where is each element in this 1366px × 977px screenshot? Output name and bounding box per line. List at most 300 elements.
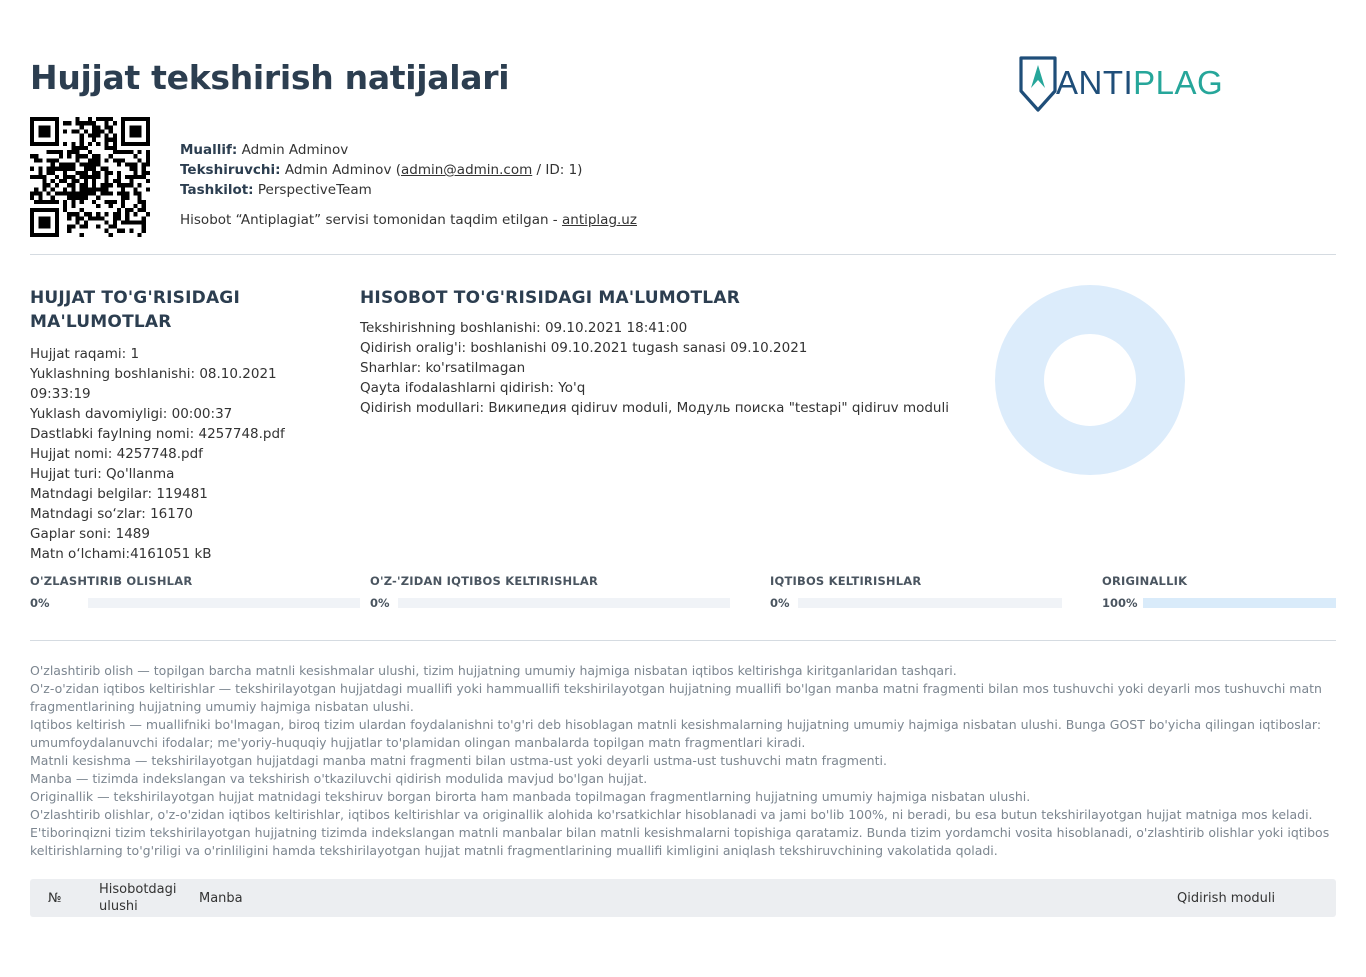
qr-module: [96, 163, 100, 167]
antiplag-logo[interactable]: [1018, 55, 1224, 113]
qr-module: [96, 158, 100, 162]
qr-module: [129, 220, 133, 224]
qr-module: [125, 212, 129, 216]
qr-module: [146, 121, 150, 125]
qr-module: [67, 229, 71, 233]
qr-module: [71, 163, 75, 167]
qr-module: [38, 142, 42, 146]
qr-module: [88, 142, 92, 146]
qr-module: [55, 183, 59, 187]
qr-module: [38, 200, 42, 204]
qr-module: [113, 179, 117, 183]
qr-module: [100, 117, 104, 121]
qr-module: [63, 200, 67, 204]
qr-module: [121, 204, 125, 208]
qr-module: [63, 167, 67, 171]
report-info-line: Sharhlar: ko'rsatilmagan: [360, 360, 526, 376]
metric-row: [30, 596, 360, 610]
qr-module: [55, 121, 59, 125]
qr-module: [121, 121, 125, 125]
qr-module: [138, 233, 142, 237]
reviewer-id: / ID: 1): [532, 162, 583, 178]
qr-module: [84, 163, 88, 167]
reviewer-email-link[interactable]: admin@admin.com: [401, 162, 533, 178]
qr-module: [67, 212, 71, 216]
qr-module: [92, 134, 96, 138]
qr-module: [42, 142, 46, 146]
qr-code: [30, 117, 150, 237]
qr-module: [104, 200, 108, 204]
qr-module: [30, 225, 34, 229]
qr-module: [38, 191, 42, 195]
metric-item: [370, 574, 730, 610]
qr-module: [129, 229, 133, 233]
qr-module: [84, 187, 88, 191]
qr-module: [109, 129, 113, 133]
qr-module: [38, 129, 42, 133]
qr-module: [76, 171, 80, 175]
qr-module: [109, 138, 113, 142]
qr-module: [42, 183, 46, 187]
metric-item: [770, 574, 1062, 610]
antiplag-link[interactable]: antiplag.uz: [561, 212, 637, 228]
qr-module: [59, 150, 63, 154]
qr-module: [88, 175, 92, 179]
qr-module: [30, 196, 34, 200]
qr-module: [38, 208, 42, 212]
qr-module: [76, 191, 80, 195]
qr-module: [71, 129, 75, 133]
qr-module: [96, 225, 100, 229]
document-info-line: Yuklash davomiyligi: 00:00:37: [30, 406, 233, 422]
report-info-line: Tekshirishning boshlanishi: 09.10.2021 18:41:00: [360, 320, 688, 336]
qr-module: [129, 142, 133, 146]
qr-module: [71, 187, 75, 191]
qr-module: [142, 117, 146, 121]
report-info-line: Qidirish oralig'i: boshlanishi 09.10.2021 tugash sanasi 09.10.2021: [360, 340, 808, 356]
qr-module: [133, 134, 137, 138]
qr-module: [30, 134, 34, 138]
qr-module: [80, 154, 84, 158]
qr-module: [42, 233, 46, 237]
qr-module: [109, 117, 113, 121]
qr-module: [84, 225, 88, 229]
column-header-share-line2: ulushi: [99, 899, 138, 914]
qr-module: [51, 171, 55, 175]
qr-module: [71, 225, 75, 229]
qr-module: [76, 154, 80, 158]
qr-module: [84, 183, 88, 187]
qr-module: [47, 125, 51, 129]
qr-module: [121, 129, 125, 133]
qr-module: [59, 191, 63, 195]
reviewer-line: [180, 160, 637, 180]
qr-module: [104, 146, 108, 150]
metric-row: [1102, 596, 1336, 610]
author-label: Muallif:: [180, 142, 238, 158]
qr-module: [117, 212, 121, 216]
qr-module: [133, 212, 137, 216]
qr-module: [100, 129, 104, 133]
qr-module: [121, 134, 125, 138]
qr-module: [30, 154, 34, 158]
qr-module: [80, 134, 84, 138]
qr-module: [117, 163, 121, 167]
qr-module: [129, 134, 133, 138]
qr-module: [63, 191, 67, 195]
qr-module: [30, 191, 34, 195]
qr-module: [63, 179, 67, 183]
column-header-share: [99, 881, 177, 915]
qr-module: [88, 163, 92, 167]
qr-module: [121, 183, 125, 187]
qr-module: [38, 233, 42, 237]
qr-module: [55, 212, 59, 216]
qr-module: [71, 183, 75, 187]
qr-module: [80, 142, 84, 146]
qr-module: [47, 142, 51, 146]
qr-module: [121, 196, 125, 200]
qr-module: [142, 208, 146, 212]
qr-module: [42, 220, 46, 224]
qr-module: [38, 225, 42, 229]
qr-module: [138, 183, 142, 187]
qr-module: [125, 191, 129, 195]
qr-module: [142, 220, 146, 224]
document-info-line: Hujjat nomi: 4257748.pdf: [30, 446, 203, 462]
qr-module: [142, 175, 146, 179]
qr-module: [30, 142, 34, 146]
qr-module: [92, 171, 96, 175]
qr-module: [96, 117, 100, 121]
qr-module: [121, 187, 125, 191]
qr-module: [117, 179, 121, 183]
qr-module: [47, 208, 51, 212]
qr-module: [88, 187, 92, 191]
report-note: [180, 210, 637, 230]
qr-module: [47, 171, 51, 175]
qr-module: [71, 191, 75, 195]
qr-module: [55, 200, 59, 204]
document-info-line: Matndagi so‘zlar: 16170: [30, 506, 194, 522]
qr-module: [129, 175, 133, 179]
qr-module: [34, 233, 38, 237]
divider: [30, 254, 1336, 255]
qr-module: [76, 129, 80, 133]
qr-module: [55, 129, 59, 133]
qr-module: [125, 183, 129, 187]
qr-module: [30, 233, 34, 237]
qr-module: [92, 163, 96, 167]
donut-ring: [1020, 310, 1161, 451]
qr-module: [55, 117, 59, 121]
qr-module: [55, 134, 59, 138]
qr-module: [55, 191, 59, 195]
qr-module: [92, 187, 96, 191]
qr-module: [146, 154, 150, 158]
qr-module: [133, 167, 137, 171]
qr-module: [133, 171, 137, 175]
qr-module: [142, 216, 146, 220]
qr-module: [76, 220, 80, 224]
qr-module: [76, 117, 80, 121]
qr-module: [42, 225, 46, 229]
qr-module: [92, 183, 96, 187]
qr-module: [42, 208, 46, 212]
qr-module: [109, 154, 113, 158]
metric-label: O'ZLASHTIRIB OLISHLAR: [30, 574, 193, 588]
qr-module: [113, 138, 117, 142]
qr-module: [104, 142, 108, 146]
qr-module: [67, 191, 71, 195]
qr-module: [47, 191, 51, 195]
qr-module: [104, 117, 108, 121]
qr-module: [38, 158, 42, 162]
qr-module: [71, 204, 75, 208]
qr-module: [146, 129, 150, 133]
qr-module: [51, 200, 55, 204]
qr-module: [51, 208, 55, 212]
qr-module: [117, 171, 121, 175]
qr-module: [51, 187, 55, 191]
qr-module: [80, 125, 84, 129]
qr-module: [138, 129, 142, 133]
qr-module: [92, 129, 96, 133]
qr-module: [47, 150, 51, 154]
qr-module: [30, 229, 34, 233]
qr-module: [129, 167, 133, 171]
qr-module: [88, 117, 92, 121]
qr-module: [100, 187, 104, 191]
qr-module: [96, 196, 100, 200]
qr-module: [34, 200, 38, 204]
qr-module: [80, 216, 84, 220]
glossary-paragraph: O'z-o'zidan iqtibos keltirishlar — tekshirilayotgan hujjatdagi muallifi yoki hammuallifi tekshirilayotgan hujjatning muallifi bo'lgan manba matni fragmenti bilan mos tushuvchi yoki deyarli mos tushuvchi matn fragmentlarining hujjatning umumiy hajmiga nisbatan ulushi.: [30, 681, 1322, 714]
qr-module: [92, 167, 96, 171]
qr-module: [47, 220, 51, 224]
document-info-line: Hujjat turi: Qo'llanma: [30, 466, 175, 482]
qr-module: [96, 204, 100, 208]
qr-module: [63, 175, 67, 179]
glossary-text: [30, 662, 1336, 860]
qr-module: [30, 129, 34, 133]
qr-module: [84, 179, 88, 183]
qr-module: [59, 154, 63, 158]
qr-module: [34, 191, 38, 195]
qr-module: [76, 212, 80, 216]
document-info-lines: [30, 344, 340, 564]
qr-module: [47, 167, 51, 171]
qr-module: [138, 191, 142, 195]
qr-module: [92, 200, 96, 204]
column-header-number: №: [48, 891, 62, 906]
qr-module: [47, 117, 51, 121]
author-value: Admin Adminov: [241, 142, 349, 158]
qr-module: [30, 125, 34, 129]
qr-module: [30, 216, 34, 220]
qr-module: [138, 117, 142, 121]
qr-module: [125, 220, 129, 224]
qr-module: [138, 196, 142, 200]
qr-module: [92, 216, 96, 220]
qr-module: [80, 233, 84, 237]
qr-module: [109, 204, 113, 208]
qr-module: [121, 200, 125, 204]
glossary-paragraph: O'zlashtirib olish — topilgan barcha matnli kesishmalar ulushi, tizim hujjatning umumiy hajmiga nisbatan iqtibos keltirishga kiritganlaridan tashqari.: [30, 663, 957, 678]
qr-module: [129, 163, 133, 167]
qr-module: [146, 125, 150, 129]
qr-module: [80, 191, 84, 195]
qr-module: [113, 142, 117, 146]
qr-module: [129, 150, 133, 154]
qr-module: [63, 204, 67, 208]
qr-module: [104, 229, 108, 233]
report-note-text: Hisobot “Antiplagiat” servisi tomonidan taqdim etilgan -: [180, 212, 562, 228]
metric-item: [30, 574, 360, 610]
qr-module: [30, 117, 34, 121]
qr-module: [142, 142, 146, 146]
qr-module: [84, 121, 88, 125]
qr-module: [38, 216, 42, 220]
qr-module: [88, 150, 92, 154]
qr-module: [92, 121, 96, 125]
qr-module: [104, 179, 108, 183]
qr-module: [47, 200, 51, 204]
qr-module: [104, 175, 108, 179]
qr-module: [71, 150, 75, 154]
qr-module: [133, 191, 137, 195]
qr-module: [117, 208, 121, 212]
qr-module: [34, 117, 38, 121]
sources-table-header: [30, 879, 1336, 917]
qr-module: [96, 154, 100, 158]
qr-module: [121, 150, 125, 154]
organization-value: PerspectiveTeam: [257, 182, 372, 198]
qr-module: [121, 138, 125, 142]
qr-module: [92, 175, 96, 179]
qr-module: [104, 183, 108, 187]
qr-module: [42, 125, 46, 129]
qr-module: [84, 175, 88, 179]
qr-module: [51, 158, 55, 162]
qr-module: [113, 134, 117, 138]
qr-module: [47, 216, 51, 220]
qr-module: [133, 154, 137, 158]
qr-module: [55, 125, 59, 129]
metric-progress-fill: [1143, 598, 1336, 608]
qr-module: [121, 191, 125, 195]
qr-module: [80, 187, 84, 191]
qr-module: [88, 121, 92, 125]
metric-value: 0%: [30, 596, 50, 610]
metric-label: ORIGINALLIK: [1102, 574, 1188, 588]
qr-module: [125, 142, 129, 146]
qr-module: [96, 212, 100, 216]
qr-module: [117, 191, 121, 195]
glossary-paragraph: O'zlashtirib olishlar, o'z-o'zidan iqtibos keltirishlar, iqtibos keltirishlar va originallik alohida ko'rsatkichlar hisoblanadi va jami bo'lib 100%, ni beradi, bu esa butun tekshirilayotgan hujjat matniga mos keladi.: [30, 807, 1313, 822]
qr-module: [138, 142, 142, 146]
qr-module: [84, 191, 88, 195]
qr-module: [121, 142, 125, 146]
qr-module: [63, 142, 67, 146]
qr-module: [96, 142, 100, 146]
report-info-title: HISOBOT TO'G'RISIDAGI MA'LUMOTLAR: [360, 288, 740, 308]
qr-module: [109, 125, 113, 129]
qr-module: [42, 200, 46, 204]
metric-row: [770, 596, 1062, 610]
qr-module: [104, 220, 108, 224]
qr-module: [109, 233, 113, 237]
metric-progress-track: [398, 598, 730, 608]
qr-module: [146, 142, 150, 146]
qr-module: [96, 187, 100, 191]
qr-module: [125, 208, 129, 212]
organization-label: Tashkilot:: [180, 182, 254, 198]
qr-module: [55, 158, 59, 162]
qr-module: [138, 175, 142, 179]
qr-module: [125, 196, 129, 200]
qr-module: [142, 225, 146, 229]
qr-module: [47, 158, 51, 162]
qr-module: [47, 225, 51, 229]
qr-module: [92, 138, 96, 142]
qr-module: [51, 167, 55, 171]
glossary-paragraph: Matnli kesishma — tekshirilayotgan hujjatdagi manba matni fragmenti bilan ustma-ust yoki deyarli ustma-ust tushuvchi matn fragmenti.: [30, 753, 887, 768]
qr-module: [104, 125, 108, 129]
qr-module: [34, 175, 38, 179]
qr-module: [80, 175, 84, 179]
qr-module: [38, 175, 42, 179]
qr-module: [117, 216, 121, 220]
qr-module: [104, 167, 108, 171]
qr-module: [47, 183, 51, 187]
qr-module: [42, 187, 46, 191]
qr-module: [34, 187, 38, 191]
qr-module: [55, 150, 59, 154]
qr-module: [51, 233, 55, 237]
qr-module: [30, 167, 34, 171]
qr-module: [71, 212, 75, 216]
qr-module: [88, 158, 92, 162]
qr-module: [142, 163, 146, 167]
qr-module: [80, 196, 84, 200]
qr-module: [80, 163, 84, 167]
metric-progress-track: [88, 598, 360, 608]
qr-module: [67, 196, 71, 200]
qr-module: [88, 191, 92, 195]
qr-module: [113, 150, 117, 154]
qr-module: [146, 187, 150, 191]
qr-module: [129, 117, 133, 121]
qr-module: [100, 167, 104, 171]
qr-module: [84, 154, 88, 158]
qr-module: [67, 150, 71, 154]
qr-module: [125, 150, 129, 154]
glossary-paragraph: Originallik — tekshirilayotgan hujjat matnidagi tekshiruv borgan birorta ham manbada topilmagan fragmentlarning hujjatning umumiy hajmiga nisbatan ulushi.: [30, 789, 1031, 804]
qr-module: [109, 146, 113, 150]
reviewer-name: Admin Adminov (: [284, 162, 401, 178]
qr-module: [30, 208, 34, 212]
qr-module: [84, 146, 88, 150]
qr-module: [121, 229, 125, 233]
qr-module: [71, 146, 75, 150]
qr-module: [55, 225, 59, 229]
qr-module: [55, 175, 59, 179]
qr-module: [113, 146, 117, 150]
qr-module: [125, 163, 129, 167]
qr-module: [109, 183, 113, 187]
qr-module: [133, 175, 137, 179]
